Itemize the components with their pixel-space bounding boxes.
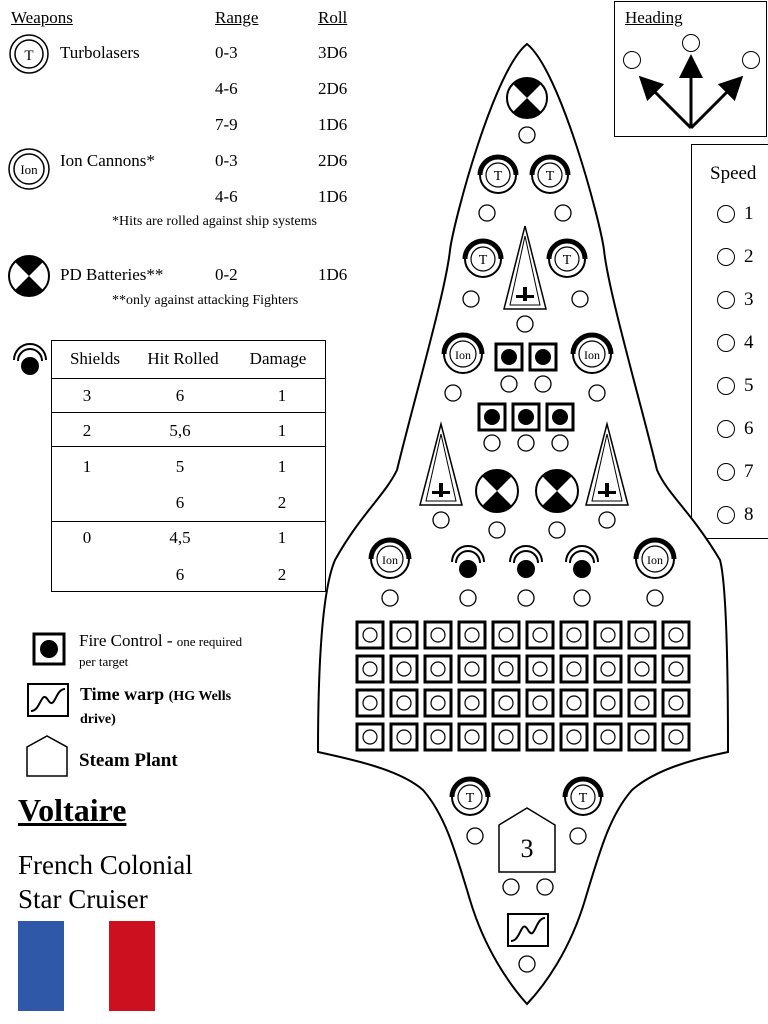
damage-checkbox[interactable]	[549, 522, 565, 538]
ion-cannon-icon[interactable]	[573, 335, 611, 373]
hull-damage-box[interactable]	[391, 622, 417, 648]
pd-batteries-range-1: 0-2	[215, 265, 238, 284]
pd-battery-icon[interactable]	[507, 78, 547, 118]
turbolaser-icon[interactable]	[565, 779, 601, 815]
hull-damage-box[interactable]	[595, 656, 621, 682]
shield-row-cell: 1	[277, 457, 287, 476]
svg-text:Ion: Ion	[647, 553, 663, 567]
turbolasers-range-1: 0-3	[215, 43, 238, 62]
shield-row-cell: 1	[277, 421, 287, 440]
ion-cannons-note: *Hits are rolled against ship systems	[112, 214, 317, 229]
fire-control-icon[interactable]	[530, 344, 556, 370]
hull-damage-box[interactable]	[561, 656, 587, 682]
damage-checkbox[interactable]	[382, 590, 398, 606]
svg-text:T: T	[545, 169, 555, 184]
hull-damage-box[interactable]	[459, 690, 485, 716]
speed-title: Speed	[710, 163, 757, 184]
turbolaser-icon[interactable]	[532, 157, 568, 193]
turbolasers-roll-2: 2D6	[318, 79, 348, 98]
shield-row-cell: 1	[277, 528, 287, 547]
turbolasers-roll-3: 1D6	[318, 115, 348, 134]
hull-damage-box[interactable]	[629, 622, 655, 648]
speed-value: 8	[744, 504, 754, 525]
shield-row-cell: 2	[277, 493, 287, 512]
shield-icon	[452, 546, 484, 578]
speed-value: 6	[744, 418, 754, 439]
turbolasers-name: Turbolasers	[60, 43, 140, 62]
fighter-hangar-icon	[504, 226, 546, 309]
hull-damage-box[interactable]	[629, 656, 655, 682]
speed-value: 1	[744, 203, 754, 224]
svg-text:Ion: Ion	[382, 553, 398, 567]
shield-row-cell: 6	[175, 565, 185, 584]
pd-batteries-note: **only against attacking Fighters	[112, 293, 299, 308]
roll-header: Roll	[318, 8, 348, 27]
hull-damage-box[interactable]	[459, 724, 485, 750]
svg-text:T: T	[465, 791, 475, 806]
hull-damage-box[interactable]	[425, 656, 451, 682]
svg-text:Ion: Ion	[584, 348, 600, 362]
shield-row-cell: 4,5	[169, 528, 191, 547]
hull-damage-box[interactable]	[561, 690, 587, 716]
hull-damage-box[interactable]	[391, 656, 417, 682]
damage-checkbox[interactable]	[555, 205, 571, 221]
fire-control-text: Fire Control -	[79, 631, 177, 650]
steam-plant-box	[499, 808, 555, 872]
svg-text:T: T	[493, 169, 503, 184]
time-warp-text: Time warp	[80, 684, 169, 704]
ion-cannons-range-1: 0-3	[215, 151, 238, 170]
hull-damage-box[interactable]	[391, 690, 417, 716]
turbolaser-icon[interactable]	[480, 157, 516, 193]
ship-name: Voltaire	[18, 792, 127, 828]
damage-checkbox[interactable]	[518, 435, 534, 451]
damage-checkbox[interactable]	[572, 291, 588, 307]
damage-checkbox[interactable]	[552, 435, 568, 451]
fire-control-icon[interactable]	[547, 404, 573, 430]
turbolaser-icon[interactable]	[465, 241, 501, 277]
hull-damage-box[interactable]	[391, 724, 417, 750]
svg-text:T: T	[578, 791, 588, 806]
damage-checkbox[interactable]	[574, 590, 590, 606]
hit-rolled-header: Hit Rolled	[147, 349, 219, 368]
damage-checkbox[interactable]	[463, 291, 479, 307]
damage-checkbox[interactable]	[445, 385, 461, 401]
hull-damage-box[interactable]	[493, 656, 519, 682]
ship-class-line-1: French Colonial	[18, 850, 193, 880]
hull-damage-box[interactable]	[561, 622, 587, 648]
ion-cannons-roll-2: 1D6	[318, 187, 348, 206]
fire-control-sub-2: per target	[79, 654, 129, 669]
ion-cannons-name: Ion Cannons*	[60, 151, 155, 170]
shield-row-cell: 6	[175, 493, 185, 512]
speed-value: 5	[744, 375, 754, 396]
pd-batteries-roll-1: 1D6	[318, 265, 348, 284]
turbolasers-roll-1: 3D6	[318, 43, 348, 62]
damage-checkbox[interactable]	[484, 435, 500, 451]
heading-title: Heading	[625, 8, 683, 27]
hull-damage-box[interactable]	[595, 724, 621, 750]
speed-value: 3	[744, 289, 754, 310]
right-hangar-icon	[586, 424, 628, 505]
ion-cannon-icon[interactable]	[636, 540, 674, 578]
damage-header: Damage	[249, 349, 307, 368]
fire-control-icon[interactable]	[479, 404, 505, 430]
damage-checkbox[interactable]	[599, 512, 615, 528]
hull-damage-box[interactable]	[663, 690, 689, 716]
hull-damage-box[interactable]	[459, 656, 485, 682]
shield-row-cell: 1	[82, 457, 92, 476]
hull-damage-box[interactable]	[527, 622, 553, 648]
ion-cannon-icon[interactable]	[371, 540, 409, 578]
hull-damage-box[interactable]	[663, 724, 689, 750]
shield-row-cell: 3	[82, 386, 92, 405]
steam-plant-value: 3	[520, 834, 534, 863]
hull-damage-box[interactable]	[595, 690, 621, 716]
hull-damage-box[interactable]	[425, 724, 451, 750]
shield-row-cell: 5,6	[169, 421, 191, 440]
hull-damage-box[interactable]	[493, 622, 519, 648]
damage-checkbox[interactable]	[501, 376, 517, 392]
shield-row-cell: 2	[82, 421, 92, 440]
time-warp-sub-2: drive)	[80, 712, 116, 727]
fire-control-icon[interactable]	[513, 404, 539, 430]
ion-cannons-range-2: 4-6	[215, 187, 238, 206]
damage-checkbox[interactable]	[589, 385, 605, 401]
turbolaser-icon-letter: T	[24, 48, 34, 64]
svg-text:T: T	[478, 253, 488, 268]
pd-battery-icon[interactable]	[476, 470, 518, 512]
damage-checkbox[interactable]	[479, 205, 495, 221]
ion-cannons-roll-1: 2D6	[318, 151, 348, 170]
time-warp-sub-1: (HG Wells	[168, 689, 232, 704]
ship-class-line-2: Star Cruiser	[18, 884, 148, 914]
shields-header: Shields	[69, 349, 121, 368]
hull-damage-box[interactable]	[425, 690, 451, 716]
weapons-header: Weapons	[11, 8, 73, 27]
shield-icon	[510, 546, 542, 578]
hull-damage-box[interactable]	[527, 690, 553, 716]
speed-value: 2	[744, 246, 754, 267]
pd-batteries-name: PD Batteries**	[60, 265, 164, 284]
hull-damage-box[interactable]	[595, 622, 621, 648]
range-header: Range	[215, 8, 259, 27]
damage-checkbox[interactable]	[570, 828, 586, 844]
svg-text:Ion: Ion	[455, 348, 471, 362]
shield-row-cell: 2	[277, 565, 287, 584]
hull-damage-box[interactable]	[663, 656, 689, 682]
steam-plant-label: Steam Plant	[79, 750, 178, 771]
damage-checkbox[interactable]	[503, 879, 519, 895]
damage-checkbox[interactable]	[467, 828, 483, 844]
hull-damage-box[interactable]	[459, 622, 485, 648]
svg-text:T: T	[562, 253, 572, 268]
turbolasers-range-2: 4-6	[215, 79, 238, 98]
shield-row-cell: 0	[82, 528, 92, 547]
hull-damage-box[interactable]	[357, 724, 383, 750]
damage-checkbox[interactable]	[517, 316, 533, 332]
shield-row-cell: 5	[175, 457, 185, 476]
damage-checkbox[interactable]	[433, 512, 449, 528]
speed-value: 7	[744, 461, 754, 482]
shield-icon	[566, 546, 598, 578]
time-warp-icon	[508, 914, 548, 946]
hull-damage-box[interactable]	[357, 622, 383, 648]
hull-damage-box[interactable]	[629, 690, 655, 716]
damage-checkbox[interactable]	[460, 590, 476, 606]
shield-row-cell: 1	[277, 386, 287, 405]
damage-checkbox[interactable]	[647, 590, 663, 606]
ion-cannon-icon-letter: Ion	[20, 162, 38, 177]
hull-damage-box[interactable]	[663, 622, 689, 648]
hull-damage-box[interactable]	[629, 724, 655, 750]
ion-cannon-icon[interactable]	[444, 335, 482, 373]
pd-battery-icon[interactable]	[536, 470, 578, 512]
turbolaser-icon[interactable]	[549, 241, 585, 277]
hull-damage-box[interactable]	[561, 724, 587, 750]
damage-checkbox[interactable]	[537, 879, 553, 895]
hull-damage-box[interactable]	[493, 690, 519, 716]
hull-damage-box[interactable]	[357, 690, 383, 716]
hull-damage-box[interactable]	[527, 656, 553, 682]
hull-damage-box[interactable]	[357, 656, 383, 682]
damage-checkbox[interactable]	[519, 956, 535, 972]
speed-value: 4	[744, 332, 754, 353]
turbolasers-range-3: 7-9	[215, 115, 238, 134]
fire-control-sub-1: one required	[176, 634, 243, 649]
hull-damage-box[interactable]	[425, 622, 451, 648]
turbolaser-icon[interactable]	[452, 779, 488, 815]
damage-checkbox[interactable]	[519, 127, 535, 143]
hull-damage-box[interactable]	[527, 724, 553, 750]
hull-damage-box[interactable]	[493, 724, 519, 750]
damage-checkbox[interactable]	[518, 590, 534, 606]
damage-checkbox[interactable]	[535, 376, 551, 392]
fire-control-icon[interactable]	[496, 344, 522, 370]
damage-checkbox[interactable]	[489, 522, 505, 538]
shield-row-cell: 6	[175, 386, 185, 405]
left-hangar-icon	[420, 424, 462, 505]
